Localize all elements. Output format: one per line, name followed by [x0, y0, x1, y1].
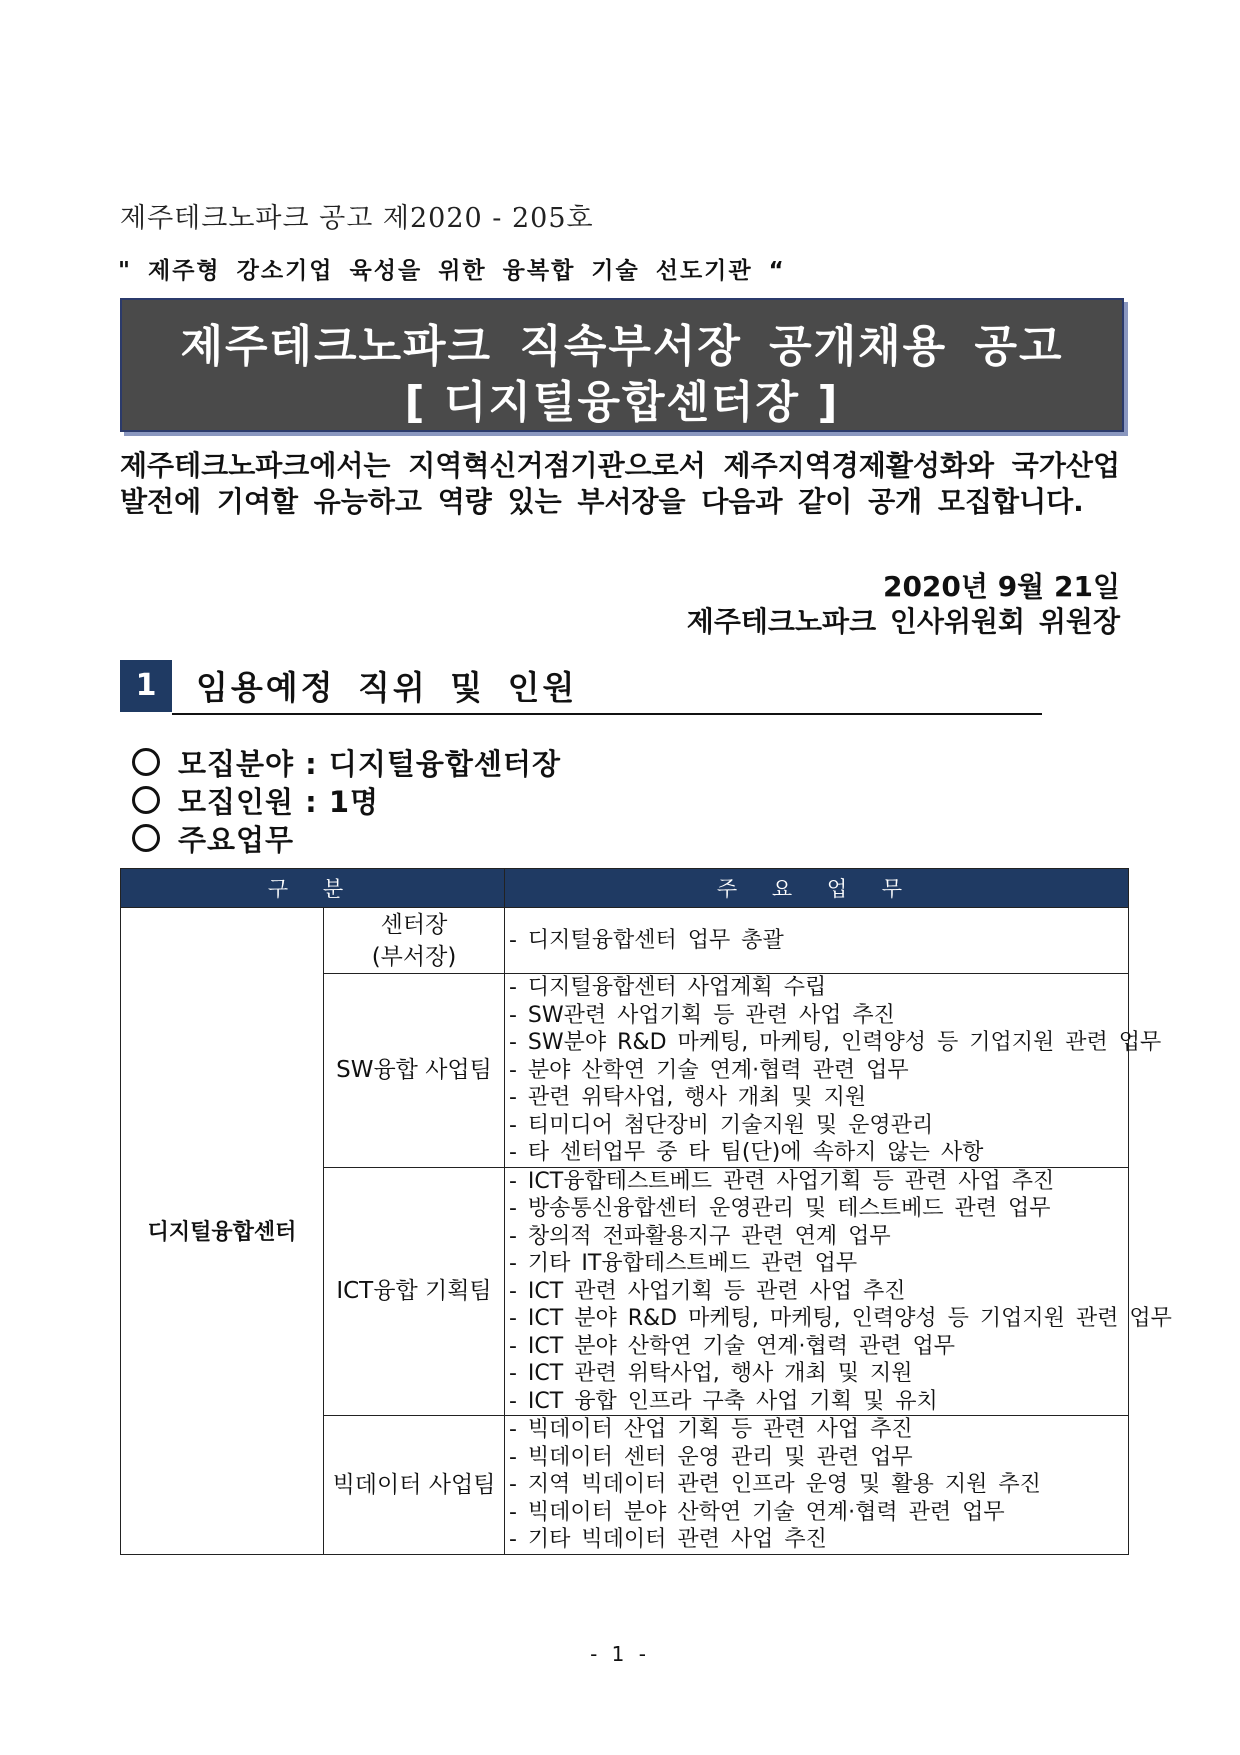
title-line-1: 제주테크노파크 직속부서장 공개채용 공고 — [180, 321, 1064, 372]
team-cell: 빅데이터 사업팀 — [324, 1416, 505, 1555]
section-title: 임용예정 직위 및 인원 — [196, 668, 578, 707]
notice-date: 2020년 9월 21일 — [882, 570, 1120, 603]
team-cell — [324, 908, 505, 974]
tasks-cell — [505, 974, 1162, 1168]
tasks-cell — [505, 1416, 1129, 1555]
category-cell: 디지털융합센터 — [121, 908, 324, 1555]
task-item: - ICT 융합 인프라 구축 사업 기획 및 유치 — [509, 1388, 938, 1414]
task-item: - SW관련 사업기획 등 관련 사업 추진 — [509, 1002, 895, 1028]
task-item: - 빅데이터 산업 기획 등 관련 사업 추진 — [509, 1417, 913, 1442]
circle-bullet-icon — [132, 786, 160, 814]
team-cell: SW융합 사업팀 — [324, 974, 505, 1168]
team-name-sub: (부서장) — [371, 943, 457, 970]
section-underline — [172, 713, 1042, 715]
title-box — [120, 298, 1124, 432]
bullet-item — [132, 818, 294, 859]
circle-bullet-icon — [132, 824, 160, 852]
task-item: - ICT융합테스트베드 관련 사업기획 등 관련 사업 추진 — [509, 1168, 1055, 1194]
header-duties: 주 요 업 무 — [505, 869, 1129, 908]
task-item: - 창의적 전파활용지구 관련 연계 업무 — [509, 1223, 891, 1249]
table-row — [121, 908, 1129, 974]
task-item: - ICT 관련 사업기획 등 관련 사업 추진 — [509, 1278, 906, 1304]
task-item: - 타 센터업무 중 타 팀(단)에 속하지 않는 사항 — [509, 1140, 984, 1165]
task-item: - 티미디어 첨단장비 기술지원 및 운영관리 — [509, 1112, 934, 1138]
issuer: 제주테크노파크 인사위원회 위원장 — [686, 605, 1120, 638]
task-item: - 지역 빅데이터 관련 인프라 운영 및 활용 지원 추진 — [509, 1472, 1041, 1497]
bullet-text: 주요업무 — [178, 823, 295, 857]
tasks-cell — [505, 908, 1129, 974]
task-item: - ICT 관련 위탁사업, 행사 개최 및 지원 — [509, 1361, 913, 1386]
task-item: - 빅데이터 분야 산학연 기술 연계·협력 관련 업무 — [509, 1499, 1005, 1525]
section-number: 1 — [120, 660, 172, 712]
intro-paragraph: 제주테크노파크에서는 지역혁신거점기관으로서 제주지역경제활성화와 국가산업발전에 기여할 유능하고 역량 있는 부서장을 다음과 같이 공개 모집합니다. — [120, 449, 1120, 518]
duty-table — [120, 868, 1172, 1555]
task-item: - 기타 IT융합테스트베드 관련 업무 — [509, 1251, 858, 1276]
task-item: - ICT 분야 R&D 마케팅, 마케팅, 인력양성 등 기업지원 관련 업무 — [509, 1306, 1172, 1331]
bullet-item — [132, 742, 561, 783]
tasks-cell — [505, 1167, 1172, 1416]
task-item: - 디지털융합센터 업무 총괄 — [509, 927, 784, 953]
title-line-2: [ 디지털융합센터장 ] — [404, 377, 840, 428]
team-cell: ICT융합 기획팀 — [324, 1167, 505, 1416]
task-item: - 관련 위탁사업, 행사 개최 및 지원 — [509, 1085, 867, 1110]
task-item: - 기타 빅데이터 관련 사업 추진 — [509, 1527, 827, 1552]
task-item: - 분야 산학연 기술 연계·협력 관련 업무 — [509, 1057, 909, 1083]
bullet-item — [132, 780, 379, 821]
task-item: - 빅데이터 센터 운영 관리 및 관련 업무 — [509, 1444, 913, 1470]
bullet-text: 모집인원 : 1명 — [178, 785, 380, 819]
task-item: - SW분야 R&D 마케팅, 마케팅, 인력양성 등 기업지원 관련 업무 — [509, 1030, 1162, 1055]
team-name: 센터장 — [380, 911, 448, 938]
task-item: - 디지털융합센터 사업계획 수립 — [509, 975, 827, 1000]
bullet-text: 모집분야 : 디지털융합센터장 — [178, 747, 561, 781]
header-category: 구 분 — [121, 869, 505, 908]
task-item: - 방송통신융합센터 운영관리 및 테스트베드 관련 업무 — [509, 1196, 1051, 1221]
task-item: - ICT 분야 산학연 기술 연계·협력 관련 업무 — [509, 1333, 955, 1359]
notice-number: 제주테크노파크 공고 제2020 - 205호 — [120, 203, 594, 234]
table-header-row — [121, 869, 1129, 908]
slogan: " 제주형 강소기업 육성을 위한 융복합 기술 선도기관 “ — [118, 258, 786, 284]
page-number: - 1 - — [590, 1642, 650, 1666]
circle-bullet-icon — [132, 748, 160, 776]
